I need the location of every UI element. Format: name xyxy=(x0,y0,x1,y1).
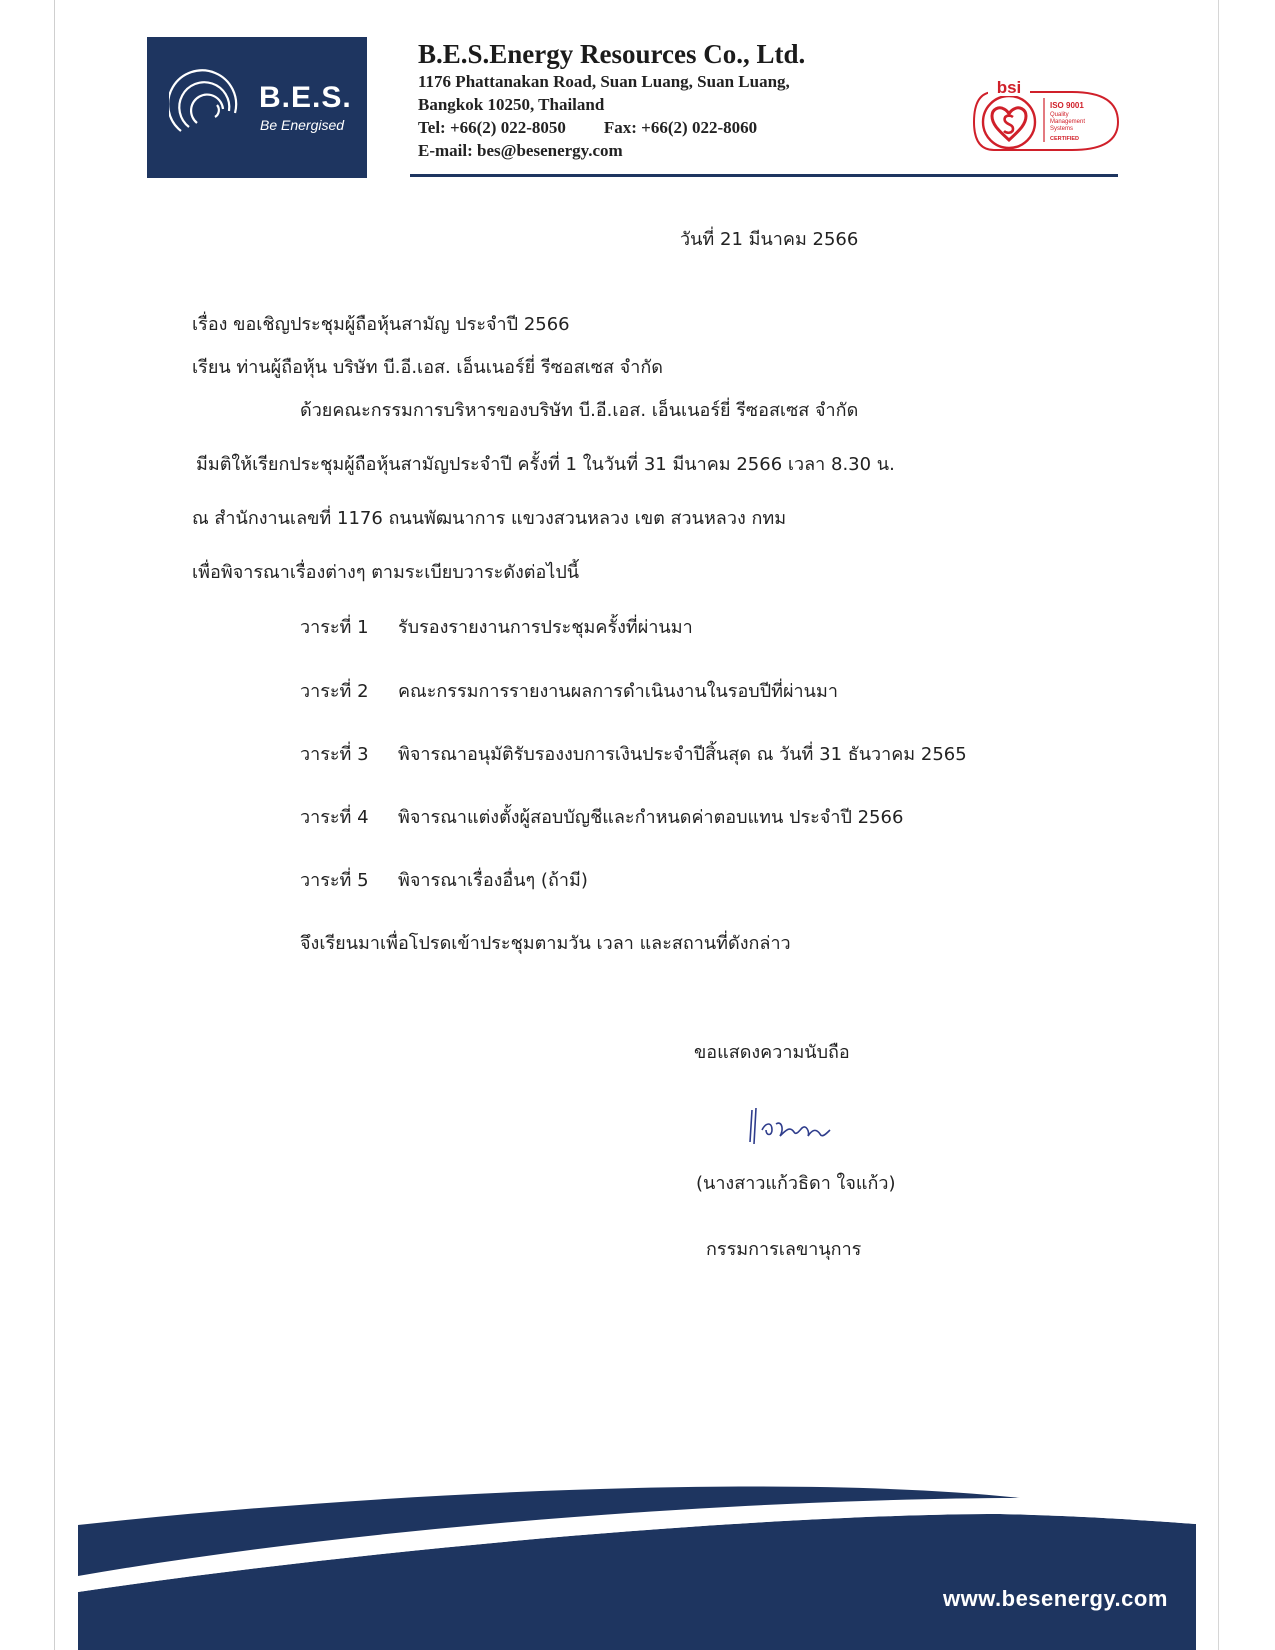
logo-name: B.E.S. xyxy=(259,81,352,114)
logo-tagline: Be Energised xyxy=(260,117,345,133)
signer-name: (นางสาวแก้วธิดา ใจแก้ว) xyxy=(696,1173,896,1194)
bsi-iso-certification-logo xyxy=(972,74,1124,152)
body-line-2: มีมติให้เรียกประชุมผู้ถือหุ้นสามัญประจำปี ครั้งที่ 1 ในวันที่ 31 มีนาคม 2566 เวลา 8.30 น. xyxy=(196,454,895,475)
cert-line-4: Systems xyxy=(1050,126,1074,132)
body-line-1: ด้วยคณะกรรมการบริหารของบริษัท บี.อี.เอส. เอ็นเนอร์ยี่ รีซอสเซส จำกัด xyxy=(300,400,859,421)
cert-line-2: Quality xyxy=(1050,112,1069,118)
agenda-4-text: พิจารณาแต่งตั้งผู้สอบบัญชีและกำหนดค่าตอบแทน ประจำปี 2566 xyxy=(398,807,904,828)
closing-line: จึงเรียนมาเพื่อโปรดเข้าประชุมตามวัน เวลา และสถานที่ดังกล่าว xyxy=(300,933,791,954)
page-edge-left xyxy=(54,0,55,1650)
body-line-4: เพื่อพิจารณาเรื่องต่างๆ ตามระเบียบวาระดังต่อไปนี้ xyxy=(192,562,580,583)
email: E-mail: bes@besenergy.com xyxy=(418,141,623,160)
agenda-4-number: วาระที่ 4 xyxy=(300,807,369,828)
header-divider xyxy=(410,174,1118,177)
agenda-2-text: คณะกรรมการรายงานผลการดำเนินงานในรอบปีที่ผ่านมา xyxy=(398,681,838,702)
agenda-5-number: วาระที่ 5 xyxy=(300,870,369,891)
cert-line-3: Management xyxy=(1050,119,1086,125)
letter-date: วันที่ 21 มีนาคม 2566 xyxy=(680,229,859,250)
letter-salutation: เรียน ท่านผู้ถือหุ้น บริษัท บี.อี.เอส. เอ็นเนอร์ยี่ รีซอสเซส จำกัด xyxy=(192,357,663,378)
signal-arcs-icon xyxy=(169,69,245,145)
signer-title: กรรมการเลขานุการ xyxy=(706,1239,862,1260)
handwritten-signature xyxy=(742,1100,842,1150)
letter-subject: เรื่อง ขอเชิญประชุมผู้ถือหุ้นสามัญ ประจำปี 2566 xyxy=(192,314,570,335)
company-logo xyxy=(147,37,367,178)
agenda-2-number: วาระที่ 2 xyxy=(300,681,369,702)
contact-row xyxy=(418,116,938,139)
agenda-1-text: รับรองรายงานการประชุมครั้งที่ผ่านมา xyxy=(398,617,693,638)
agenda-1-number: วาระที่ 1 xyxy=(300,617,369,638)
company-info xyxy=(418,38,938,162)
address-line-1: 1176 Phattanakan Road, Suan Luang, Suan Luang, xyxy=(418,72,790,91)
cert-line-5: CERTIFIED xyxy=(1050,136,1080,142)
address-line-2: Bangkok 10250, Thailand xyxy=(418,95,605,114)
bsi-brand-text: bsi xyxy=(996,78,1022,97)
agenda-5-text: พิจารณาเรื่องอื่นๆ (ถ้ามี) xyxy=(398,870,588,891)
company-name: B.E.S.Energy Resources Co., Ltd. xyxy=(418,39,806,69)
cert-line-1: ISO 9001 xyxy=(1050,101,1084,110)
fax: Fax: +66(2) 022-8060 xyxy=(603,118,758,137)
website-link[interactable]: www.besenergy.com xyxy=(943,1586,1168,1611)
agenda-3-number: วาระที่ 3 xyxy=(300,744,369,765)
regards: ขอแสดงความนับถือ xyxy=(694,1042,850,1063)
page-edge-right xyxy=(1218,0,1219,1650)
agenda-3-text: พิจารณาอนุมัติรับรองงบการเงินประจำปีสิ้นสุด ณ วันที่ 31 ธันวาคม 2565 xyxy=(398,744,967,765)
body-line-3: ณ สำนักงานเลขที่ 1176 ถนนพัฒนาการ แขวงสวนหลวง เขต สวนหลวง กทม xyxy=(192,508,787,529)
tel: Tel: +66(2) 022-8050 xyxy=(418,118,566,137)
footer-swoosh-banner xyxy=(0,1480,1275,1650)
